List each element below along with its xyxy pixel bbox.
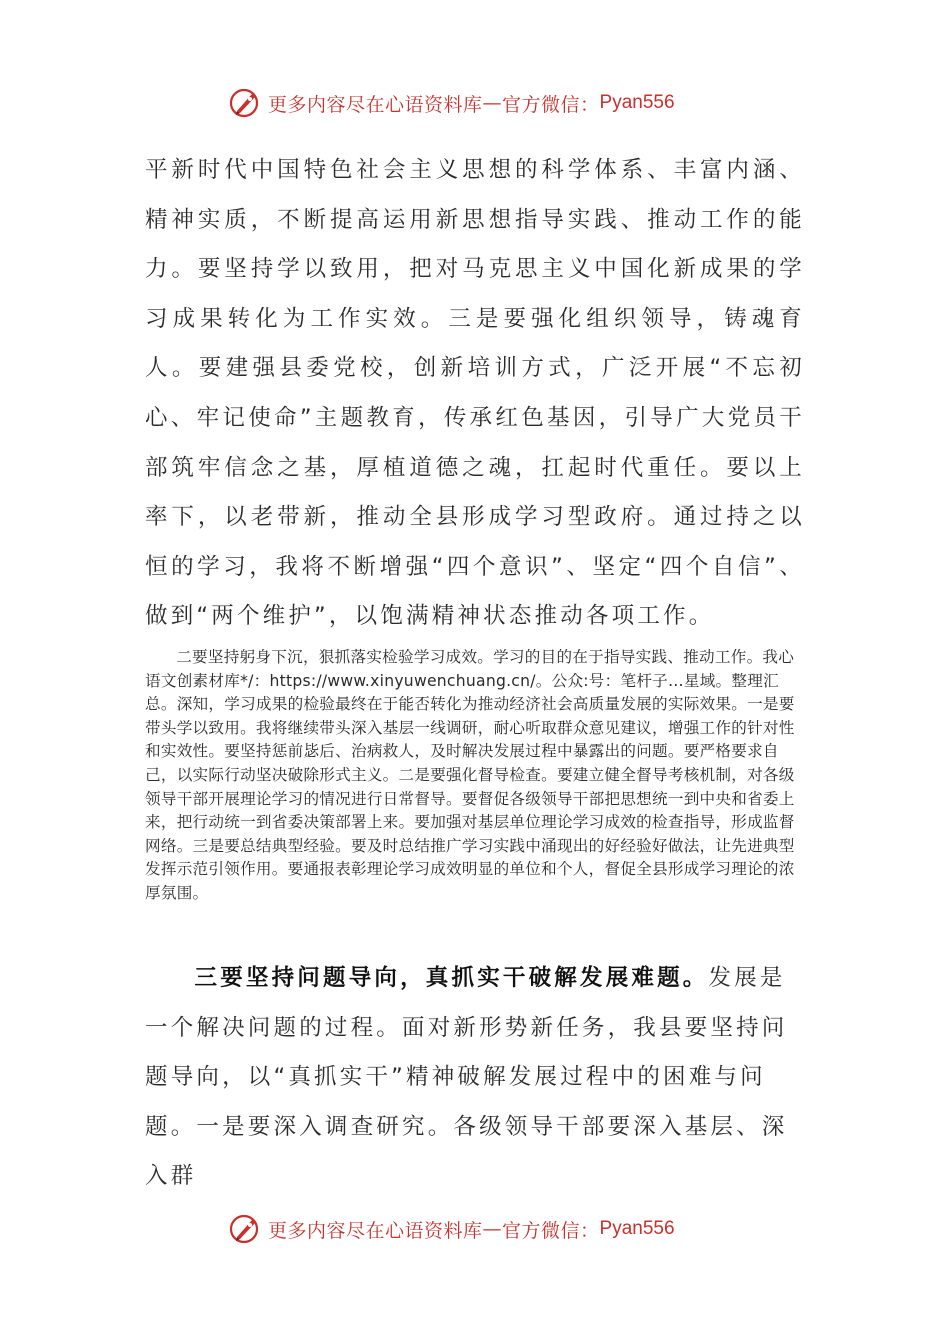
footer-banner-wechat-id: Pyan556 <box>599 1218 675 1239</box>
banner-wechat-label: 官方微信： <box>502 93 600 116</box>
paragraph-1: 平新时代中国特色社会主义思想的科学体系、丰富内涵、精神实质，不断提高运用新思想指导实践、推动工作的能力。要坚持学以致用，把对马克思主义中国化新成果的学习成果转化为工作实效。三是要强化组织领导，铸魂育人。要建强县委党校，创新培训方式，广泛开展“不忘初心、牢记使命”主题教育，传承红色基因，引导广大党员干部筑牢信念之基，厚植道德之魂，扛起时代重任。要以上率下，以老带新，推动全县形成学习型政府。通过持之以恒的学习，我将不断增强“四个意识”、坚定“四个自信”、做到“两个维护”，以饱满精神状态推动各项工作。 <box>145 157 805 630</box>
header-banner <box>228 86 675 120</box>
banner-dash: — <box>482 92 503 114</box>
footer-banner <box>228 1212 675 1246</box>
paragraph-3-rest: 发展是一个解决问题的过程。面对新形势新任务，我县要坚持问题导向，以“真抓实干”精神破解发展过程中的困难与问题。一是要深入调查研究。各级领导干部要深入基层、深入群 <box>145 965 788 1190</box>
paragraph-3-lead: 三要坚持问题导向，真抓实干破解发展难题。 <box>194 965 709 991</box>
footer-banner-title: 更多内容尽在心语资料库 <box>268 1219 483 1242</box>
paragraph-2-block <box>145 646 809 906</box>
paragraph-3 <box>145 954 805 1202</box>
pen-circle-logo-icon <box>228 86 262 120</box>
paragraph-3-block <box>145 954 805 1202</box>
pen-circle-logo-icon <box>228 1212 262 1246</box>
footer-banner-wechat-label: 官方微信： <box>502 1219 600 1242</box>
banner-title: 更多内容尽在心语资料库 <box>268 93 483 116</box>
paragraph-2: 二要坚持躬身下沉，狠抓落实检验学习成效。学习的目的在于指导实践、推动工作。我心语文创素材库*/：https://www.xinyuwenchuang.cn/。公众:号：笔杆子…星域。整理汇总。深知，学习成果的检验最终在于能否转化为推动经济社会高质量发展的实际效果。一是要带头学以致用。我将继续带头深入基层一线调研，耐心听取群众意见建议，增强工作的针对性和实效性。要坚持惩前毖后、治病救人，及时解决发展过程中暴露出的问题。要严格要求自己，以实际行动坚决破除形式主义。二是要强化督导检查。要建立健全督导考核机制，对各级领导干部开展理论学习的情况进行日常督导。要督促各级领导干部把思想统一到中央和省委上来，把行动统一到省委决策部署上来。要加强对基层单位理论学习成效的检查指导，形成监督网络。三是要总结典型经验。要及时总结推广学习实践中涌现出的好经验好做法，让先进典型发挥示范引领作用。要通报表彰理论学习成效明显的单位和个人，督促全县形成学习理论的浓厚氛围。 <box>145 648 795 902</box>
footer-banner-dash: — <box>482 1218 503 1240</box>
paragraph-1-block <box>145 146 805 642</box>
banner-wechat-id: Pyan556 <box>599 92 675 113</box>
